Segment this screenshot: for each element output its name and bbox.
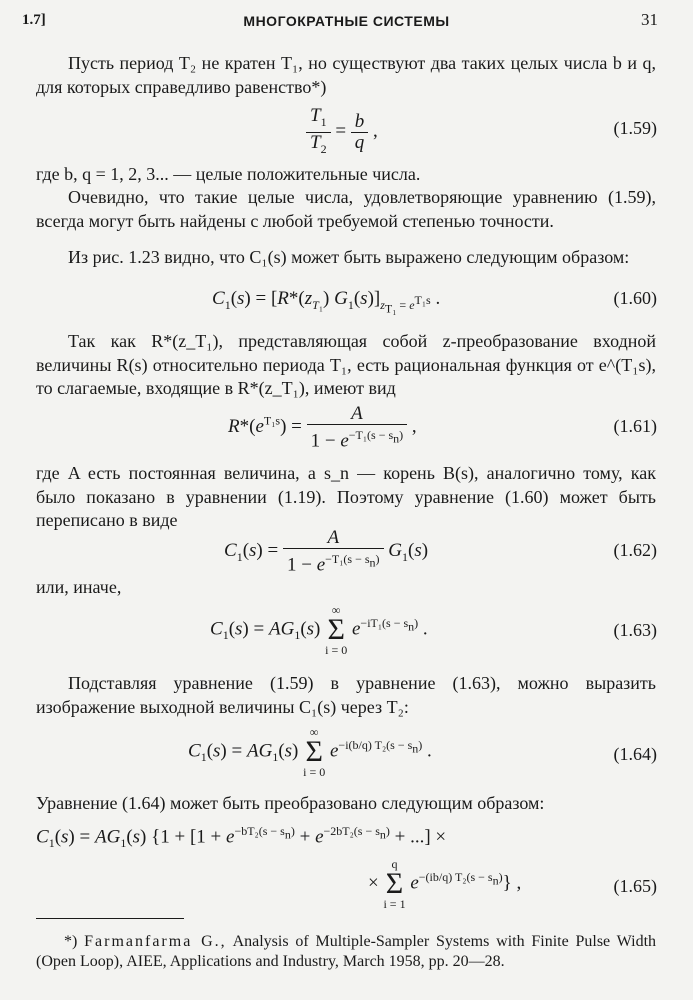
footnote-author: Farmanfarma G.,: [84, 933, 227, 950]
running-title: МНОГОКРАТНЫЕ СИСТЕМЫ: [243, 13, 450, 29]
equation-number: (1.65): [613, 876, 657, 896]
paragraph-6: где A есть постоянная величина, а s_n — корень B(s), аналогично тому, как было показано в уравнении (1.19). Поэтому уравнение (1.60) может быть переписано в виде: [36, 463, 656, 530]
equation-number: (1.64): [613, 744, 657, 764]
equation-number: (1.61): [613, 416, 657, 436]
paragraph-3: Очевидно, что такие целые числа, удовлетворяющие уравнению (1.59), всегда могут быть найдены с любой требуемой степенью точности.: [36, 187, 656, 231]
equation-number: (1.62): [613, 540, 657, 560]
page-number: 31: [641, 10, 658, 29]
paragraph-8: Подставляя уравнение (1.59) в уравнение (1.63), можно выразить изображение выходной величины C₁(s) через T₂:: [36, 673, 656, 717]
equation-number: (1.63): [613, 620, 657, 640]
equation-number: (1.60): [613, 288, 657, 308]
section-number: 1.7]: [22, 12, 46, 28]
paragraph-1: Пусть период T₂ не кратен T₁, но существуют два таких целых числа b и q, для которых справедливо равенство*): [36, 53, 656, 97]
page-header: [0, 8, 693, 34]
footnote-text: Analysis of Multiple-Sampler Systems with Finite Pulse Width (Open Loop), AIEE, Applications and Industry, March 1958, pp. 20—28.: [36, 933, 657, 970]
paragraph-9: Уравнение (1.64) может быть преобразовано следующим образом:: [36, 793, 545, 813]
footnote-rule: [36, 918, 184, 919]
paragraph-4: Из рис. 1.23 видно, что C₁(s) может быть выражено следующим образом:: [68, 247, 630, 267]
paragraph-5: Так как R*(z_T₁), представляющая собой z-преобразование входной величины R(s) относительно периода T₁, есть рациональная функция от e^(T₁s), то слагаемые, входящие в R*(z_T₁), имеют вид: [36, 331, 656, 398]
paragraph-7: или, иначе,: [36, 577, 122, 597]
footnote: *) Farmanfarma G., Analysis of Multiple-Sampler Systems with Finite Pulse Width (Open Loop), AIEE, Applications and Industry, March 1958, pp. 20—28.: [36, 933, 657, 970]
equation-number: (1.59): [613, 118, 657, 138]
paragraph-2: где b, q = 1, 2, 3... — целые положительные числа.: [36, 164, 421, 184]
